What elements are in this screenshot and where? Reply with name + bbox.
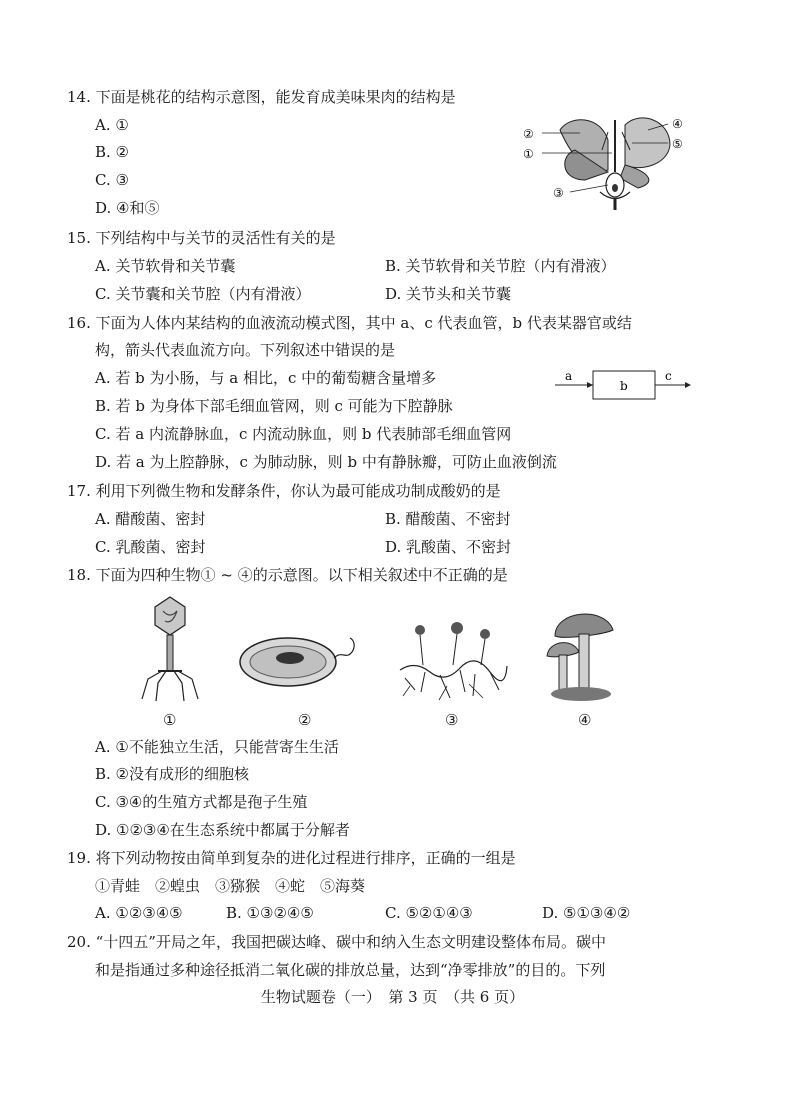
bacterium-illustration [238,630,358,690]
q18-fig-label-3: ③ [445,711,459,729]
mold-illustration [395,620,510,705]
q19-option-d: D. ⑤①③④② [542,904,631,922]
q18-fig-label-2: ② [298,711,312,729]
q18-option-d: D. ①②③④在生态系统中都属于分解者 [95,821,350,839]
q14-option-c: C. ③ [95,171,129,189]
q19-option-b: B. ①③②④⑤ [226,904,314,922]
q16-option-a: A. 若 b 为小肠，与 a 相比，c 中的葡萄糖含量增多 [95,369,437,387]
q14-fig-label-1: ① [523,147,534,161]
q14-fig-label-5: ⑤ [672,137,683,151]
peach-flower-diagram [520,110,700,210]
q14-fig-label-4: ④ [672,117,683,131]
q17-option-d: D. 乳酸菌、不密封 [385,538,512,556]
q15-option-c: C. 关节囊和关节腔（内有滑液） [95,285,311,303]
q17-option-a: A. 醋酸菌、密封 [95,510,206,528]
q16-stem-line1: 16. 下面为人体内某结构的血液流动模式图，其中 a、c 代表血管，b 代表某器官或结 [67,314,632,332]
q14-fig-label-2: ② [523,127,534,141]
mushroom-illustration [545,600,620,705]
q19-items: ①青蛙 ②蝗虫 ③猕猴 ④蛇 ⑤海葵 [95,877,366,895]
q16-option-b: B. 若 b 为身体下部毛细血管网，则 c 可能为下腔静脉 [95,397,453,415]
q20-stem-line2: 和是指通过多种途径抵消二氧化碳的排放总量，达到“净零排放”的目的。下列 [95,961,606,979]
q16-vessel-a-label: a [565,369,573,383]
q17-option-c: C. 乳酸菌、密封 [95,538,206,556]
page-footer: 生物试题卷（一） 第 3 页 （共 6 页） [260,988,525,1006]
q18-fig-label-1: ① [163,711,177,729]
q14-fig-label-3: ③ [553,186,564,200]
q14-option-a: A. ① [95,116,129,134]
q14-option-d: D. ④和⑤ [95,199,160,217]
q19-option-c: C. ⑤②①④③ [385,904,473,922]
q18-fig-label-4: ④ [578,711,592,729]
q17-stem: 17. 利用下列微生物和发酵条件，你认为最可能成功制成酸奶的是 [67,482,501,500]
q15-option-a: A. 关节软骨和关节囊 [95,257,236,275]
q16-option-c: C. 若 a 内流静脉血，c 内流动脉血，则 b 代表肺部毛细血管网 [95,425,512,443]
q19-option-a: A. ①②③④⑤ [95,904,183,922]
q14-option-b: B. ② [95,143,130,161]
q15-option-d: D. 关节头和关节囊 [385,285,512,303]
q16-stem-line2: 构，箭头代表血流方向。下列叙述中错误的是 [95,341,396,359]
q16-organ-b-label: b [620,379,628,393]
q18-option-c: C. ③④的生殖方式都是孢子生殖 [95,793,308,811]
q18-option-b: B. ②没有成形的细胞核 [95,765,250,783]
q14-stem: 14. 下面是桃花的结构示意图，能发育成美味果肉的结构是 [67,88,456,106]
blood-flow-diagram [555,368,695,404]
q16-option-d: D. 若 a 为上腔静脉，c 为肺动脉，则 b 中有静脉瓣，可防止血液倒流 [95,453,557,471]
q17-option-b: B. 醋酸菌、不密封 [385,510,511,528]
q19-stem: 19. 将下列动物按由简单到复杂的进化过程进行排序，正确的一组是 [67,849,516,867]
q15-stem: 15. 下列结构中与关节的灵活性有关的是 [67,229,336,247]
q16-vessel-c-label: c [665,369,672,383]
q15-option-b: B. 关节软骨和关节腔（内有滑液） [385,257,616,275]
bacteriophage-illustration [130,595,210,705]
q18-stem: 18. 下面为四种生物① ~ ④的示意图。以下相关叙述中不正确的是 [67,566,508,584]
q18-option-a: A. ①不能独立生活，只能营寄生生活 [95,738,339,756]
q20-stem-line1: 20. “十四五”开局之年，我国把碳达峰、碳中和纳入生态文明建设整体布局。碳中 [67,933,606,951]
